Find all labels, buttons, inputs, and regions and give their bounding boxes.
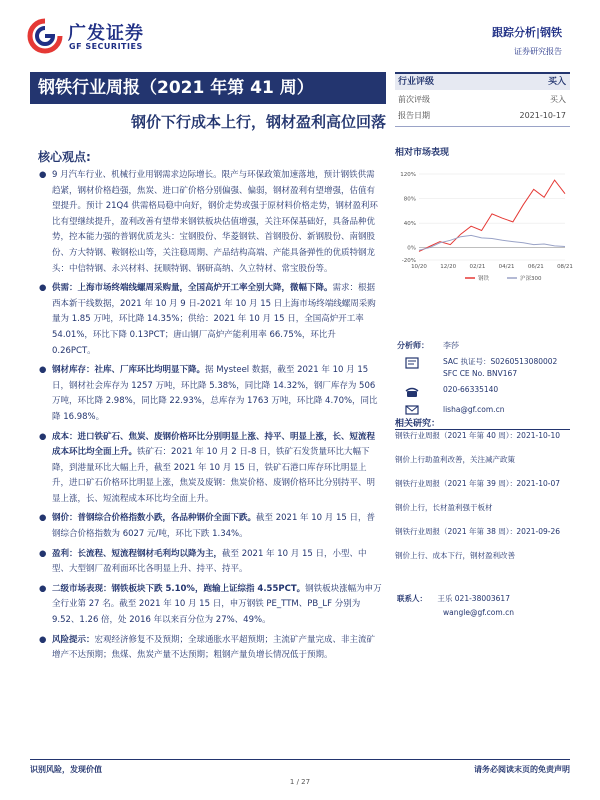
y-tick-label: 120% <box>400 172 416 178</box>
y-tick-label: -20% <box>401 258 416 264</box>
certificate-icon <box>405 357 419 369</box>
related-report-title[interactable]: 钢铁行业周报（2021 年第 39 周）：钢价上行，长材盈利强于板材 <box>395 479 518 512</box>
bullet-item: ● 9 月汽车行业、机械行业用钢需求边际增长。限产与环保政策加速落地，预计钢铁供需趋紧，钢材价格趋强，焦炭、进口矿价格分别偏强、偏弱，钢材盈利有望增强，估值有望提升。预计 21Q4 供需格局稳中向好，钢价走势或强于原材料价格走势，钢材盈利环比有望继续提升，盈利改善有望带来钢铁板块估值增强，关注环保基础好，具备品种优势，控本能力强的普钢优质龙头：宝钢股份、华菱钢铁、首钢股份、新钢股份、南钢股份、方大特钢、鞍钢松山等，关注稳周期、产品结构高端、产能具备弹性的优质特钢龙头：中信特钢、永兴材料、抚顺特钢、钢研高纳、久立特材、常宝股份等。 <box>39 170 378 274</box>
x-tick-label: 12/20 <box>440 264 457 270</box>
brand-name-cn: 广发证券 <box>68 23 144 44</box>
prev-rating-label: 前次评级 <box>398 95 430 104</box>
analyst-sac: SAC 执证号：S0260513080002 <box>443 357 558 366</box>
bullet-dot-icon: ● <box>39 513 47 524</box>
related-research-heading: 相关研究： <box>395 416 570 430</box>
core-views-list <box>39 168 382 668</box>
rating-value: 买入 <box>547 77 566 87</box>
y-tick-label: 80% <box>403 196 416 203</box>
footer-divider <box>30 759 570 760</box>
bullet-dot-icon: ● <box>39 548 47 559</box>
contact-label: 联系人： <box>397 594 427 603</box>
analyst-sfc: SFC CE No. BNV167 <box>443 369 518 378</box>
y-tick-label: 40% <box>403 221 416 228</box>
bullet-item: ● 风险提示：宏观经济修复不及预期；全球通胀水平超预期；主流矿产量完成、非主流矿增产不达预期；焦煤、焦炭产量不达预期；粗钢产量负增长情况低于预期。 <box>39 634 376 661</box>
report-subtitle: 钢价下行成本上行，钢材盈利高位回落 <box>130 113 386 131</box>
report-tag: 跟踪分析|钢铁 <box>491 26 562 39</box>
x-tick-label: 06/21 <box>527 264 544 270</box>
related-report-date: 2021-10-10 <box>516 431 560 440</box>
bullet-item: ● 成本：进口铁矿石、焦炭、废钢价格环比分别明显上涨、持平、明显上涨，长、短流程成本环比均全面上升。铁矿石：2021 年 10 月 2 日-8 日，铁矿石发货量环比大幅下降，到港量环比大幅上升，截至 2021 年 10 月 15 日，铁矿石港口库存环比明显上升，进口矿石价格环比明显上涨，焦炭及废钢：焦炭价格、废钢价格环比分别持平、明显上涨，长、短流程成本环比均全面上升。 <box>39 431 376 504</box>
contact-email: wangle@gf.com.cn <box>443 608 514 617</box>
bullet-dot-icon: ● <box>39 170 47 180</box>
footer-disclaimer: 请务必阅读末页的免责声明 <box>474 765 570 774</box>
bullet-dot-icon: ● <box>39 583 47 594</box>
core-views-heading: 核心观点: <box>38 150 91 164</box>
prev-rating-value: 买入 <box>550 95 566 104</box>
page-number: 1 / 27 <box>289 778 311 786</box>
industry-rating-row <box>395 74 570 90</box>
report-date-value: 2021-10-17 <box>519 111 566 120</box>
report-date-row <box>395 109 570 123</box>
rating-label: 行业评级 <box>398 77 435 87</box>
phone-icon <box>405 386 419 398</box>
related-report-date: 2021-09-26 <box>516 527 560 536</box>
brand-name-en: GF SECURITIES <box>69 42 143 51</box>
bullet-dot-icon: ● <box>39 365 47 376</box>
contact-person <box>397 593 510 604</box>
analyst-label: 分析师： <box>397 341 429 350</box>
related-report-date: 2021-10-07 <box>516 479 560 488</box>
legend-label: 钢铁 <box>478 276 490 282</box>
gf-logo <box>26 18 156 54</box>
contact-name: 王乐 021-38003617 <box>437 594 510 603</box>
report-type <box>492 24 562 57</box>
relative-performance-chart <box>395 168 573 286</box>
report-category: 证券研究报告 <box>514 47 562 56</box>
mail-icon <box>405 404 419 416</box>
related-report-item[interactable] <box>395 520 570 568</box>
related-report-title[interactable]: 钢铁行业周报（2021 年第 38 周）：钢价上行、成本下行，钢材盈利改善 <box>395 527 518 560</box>
bullet-item: ● 钢价：普钢综合价格指数小跌，各品种钢价全面下跌。截至 2021 年 10 月 15 日，普钢综合价格指数为 6027 元/吨，环比下跌 1.34%。 <box>39 513 375 540</box>
related-report-item[interactable] <box>395 424 570 472</box>
analyst-email: lisha@gf.com.cn <box>443 405 505 414</box>
x-tick-label: 08/21 <box>557 264 573 270</box>
x-tick-label: 10/20 <box>411 264 427 270</box>
bullet-item: ● 钢材库存：社库、厂库环比均明显下降。据 Mysteel 数据，截至 2021 年 10 月 15 日，钢材社会库存为 1257 万吨，环比降 5.38%，同比降 14.32%，钢厂库存为 506 万吨，环比降 2.98%，同比降 22.93%，总库存为 1763 万吨，环比降 4.70%，同比降 16.98%。 <box>39 365 378 422</box>
bullet-dot-icon: ● <box>39 283 47 294</box>
report-title: 钢铁行业周报（2021 年第 41 周） <box>30 72 386 104</box>
bullet-item: ● 盈利：长流程、短流程钢材毛利均以降为主，截至 2021 年 10 月 15 日，小型、中型、大型钢厂盈利面环比各明显上升、持平、持平。 <box>39 548 367 575</box>
analyst-phone: 020-66335140 <box>443 385 499 394</box>
x-tick-label: 02/21 <box>469 264 486 270</box>
y-tick-label: 0% <box>407 245 416 252</box>
market-performance-heading: 相对市场表现 <box>395 148 450 158</box>
related-report-title[interactable]: 钢铁行业周报（2021 年第 40 周）：钢价上行助盈利改善，关注减产政策 <box>395 431 518 464</box>
gf-logo-icon <box>26 18 64 54</box>
bullet-dot-icon: ● <box>39 634 47 645</box>
series-line <box>419 180 565 251</box>
related-report-item[interactable] <box>395 472 570 520</box>
report-date-label: 报告日期 <box>398 111 430 120</box>
prev-rating-row <box>395 93 570 107</box>
bullet-item: ● 二级市场表现：钢铁板块下跌 5.10%，跑输上证综指 4.55PCT。钢铁板块涨幅为申万全行业第 27 名。截至 2021 年 10 月 15 日，申万钢铁 PE_TTM、PB_LF 分别为 9.52、1.26 倍，处 2016 年以来百分位为 27%、49%。 <box>39 583 382 626</box>
sidebar-divider <box>395 126 570 127</box>
x-tick-label: 04/21 <box>498 264 515 270</box>
bullet-item: ● 供需：上海市场终端线螺周采购量，全国高炉开工率全别大降，微幅下降。需求：根据西本新干线数据，2021 年 10 月 9 日-2021 年 10 月 15 日上海市场终端线螺周采购量为 1.85 万吨，环比降 14.35%；供给：2021 年 10 月 15 日，全国高炉开工率 54.01%，环比下降 0.13PCT；唐山钢厂高炉产能利用率 66.75%，环比升 0.26PCT。 <box>39 283 376 356</box>
bullet-dot-icon: ● <box>39 431 47 442</box>
footer-slogan: 识别风险，发现价值 <box>30 765 102 774</box>
analyst-name: 李莎 <box>443 341 459 350</box>
legend-label: 沪深300 <box>520 276 542 282</box>
